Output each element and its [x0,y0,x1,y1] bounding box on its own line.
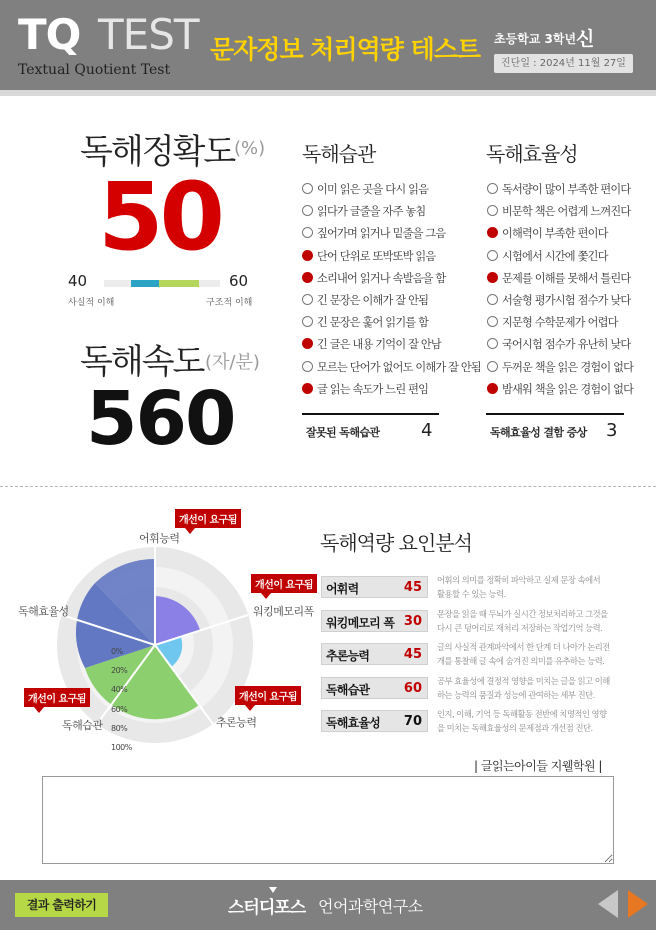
efficiency-item-label: 국어시험 점수가 유난히 낮다 [502,338,631,352]
factor-description [437,707,617,735]
radio-unchecked-icon[interactable] [487,294,498,305]
efficiency-item[interactable] [487,314,618,330]
habit-item[interactable] [302,359,481,375]
radar-label-habit: 독해습관 [62,719,103,732]
radar-label-vocab: 어휘능력 [139,532,180,545]
habit-item-label: 짚어가며 읽거나 밑줄을 그음 [317,227,446,241]
factor-score: 70 [403,714,422,729]
habit-item-label: 긴 글은 내용 기억이 잘 안남 [317,338,441,352]
accuracy-title: 독해정확도 [80,132,235,172]
factor-name: 독해습관 [326,682,370,697]
factor-row [321,710,428,732]
radio-checked-icon[interactable] [487,383,498,394]
radio-checked-icon[interactable] [302,383,313,394]
factor-description [437,573,617,601]
radar-tick-0: 0% [111,647,123,656]
factor-name: 추론능력 [326,649,370,663]
next-page-arrow-icon[interactable] [628,890,648,918]
radio-checked-icon[interactable] [487,272,498,283]
habit-item[interactable] [302,336,441,352]
factor-row [321,643,428,665]
student-grade: 초등학교 3학년 [494,32,577,46]
efficiency-item[interactable] [487,359,633,375]
flag-infer: 개선이 요구됨 [235,686,301,705]
factor-description [437,607,617,635]
logo-tq: TQ [18,10,81,59]
radio-unchecked-icon[interactable] [487,361,498,372]
factor-description-line: 인지, 이해, 기억 등 독해활동 전반에 치명적인 영향 [437,709,607,719]
accuracy-label-structural: 구조적 이해 [206,298,253,308]
efficiency-item-label: 독서량이 많이 부족한 편이다 [502,183,631,196]
accuracy-range-high: 60 [229,272,249,290]
habit-item-label: 읽다가 글줄을 자주 놓침 [317,205,426,219]
radio-unchecked-icon[interactable] [487,205,498,216]
accuracy-range-segment-factual [131,280,159,287]
radar-tick-20: 20% [111,666,128,675]
factor-description-line: 하는 능력의 품질과 성능에 관여하는 세부 진단. [437,689,595,700]
efficiency-item-label: 두꺼운 책을 읽은 경험이 없다 [502,360,634,374]
habit-item-label: 글 읽는 속도가 느린 편임 [317,382,429,396]
factor-name: 워킹메모리 폭 [326,615,395,630]
habit-item[interactable] [302,203,425,219]
factor-row [321,576,428,598]
efficiency-item-label: 서술형 평가시험 점수가 낮다 [502,294,631,307]
logo-subtitle: Textual Quotient Test [18,62,171,78]
factor-description-line: 공부 효율성에 결정적 영향을 미치는 글을 읽고 이해 [437,675,610,686]
efficiency-item[interactable] [487,203,630,219]
habit-item[interactable] [302,314,428,330]
speed-unit: (자/분) [205,352,260,373]
habit-item[interactable] [302,270,445,286]
logo-test: TEST [98,10,199,59]
radio-unchecked-icon[interactable] [487,183,498,194]
habit-item-label: 소리내어 읽거나 속발음을 함 [317,271,446,285]
radar-tick-100: 100% [111,743,132,752]
factor-description-line: 어휘의 의미를 정확히 파악하고 실제 문장 속에서 [437,575,601,585]
radio-unchecked-icon[interactable] [487,338,498,349]
factor-title: 독해역량 요인분석 [320,531,472,555]
efficiency-item[interactable] [487,181,630,197]
radar-tick-60: 60% [111,705,128,714]
flag-vocab: 개선이 요구됨 [175,509,241,528]
efficiency-item[interactable] [487,292,630,308]
radar-label-eff: 독해효율성 [18,605,69,618]
efficiency-item[interactable] [487,248,608,264]
radio-unchecked-icon[interactable] [302,227,313,238]
print-result-button[interactable]: 결과 출력하기 [15,893,108,917]
habit-item[interactable] [302,292,428,308]
accuracy-label-factual: 사실적 이해 [68,298,115,308]
habit-item-label: 긴 문장은 이해가 잘 안됨 [317,294,429,307]
radar-tick-40: 40% [111,685,128,694]
efficiency-summary-count: 3 [606,420,618,441]
efficiency-item[interactable] [487,336,630,352]
prev-page-arrow-icon[interactable] [598,890,618,918]
efficiency-item[interactable] [487,381,633,397]
radar-label-infer: 추론능력 [216,716,257,729]
efficiency-item-label: 문제를 이해를 못해서 틀린다 [502,271,631,285]
factor-name: 독해효율성 [326,716,380,730]
factor-description-line: 을 미치는 독해효율성의 문제점과 개선점 진단. [437,723,593,733]
accuracy-unit: (%) [234,138,266,159]
habit-item[interactable] [302,181,428,197]
habit-item-label: 모르는 단어가 없어도 이해가 잘 안됨 [317,360,481,374]
factor-description-line: 활용할 수 있는 능력. [437,589,506,599]
efficiency-item[interactable] [487,270,630,286]
efficiency-item[interactable] [487,225,608,241]
radio-checked-icon[interactable] [302,250,313,261]
habit-item[interactable] [302,248,435,264]
section-divider [0,486,656,487]
habit-item[interactable] [302,225,445,241]
page-title: 문자정보 처리역량 테스트 [210,35,481,64]
efficiency-item-label: 이해력이 부족한 편이다 [502,227,608,241]
radio-checked-icon[interactable] [302,272,313,283]
factor-name: 어휘력 [326,582,359,596]
efficiency-summary-line [486,413,624,415]
factor-description-line: 개를 통찰해 글 속에 숨겨진 의미를 유추하는 능력. [437,656,605,666]
factor-row [321,610,428,632]
efficiency-item-label: 시험에서 시간에 쫓긴다 [502,249,608,263]
factor-description [437,640,617,668]
radio-unchecked-icon[interactable] [302,294,313,305]
radio-unchecked-icon[interactable] [302,361,313,372]
habits-summary-count: 4 [421,420,433,441]
radio-unchecked-icon[interactable] [302,316,313,327]
radio-unchecked-icon[interactable] [302,205,313,216]
radio-checked-icon[interactable] [487,227,498,238]
factor-score: 45 [403,580,422,595]
radio-unchecked-icon[interactable] [302,183,313,194]
academy-name: | 글읽는아이들 지웰학원 | [474,759,602,773]
flag-habit: 개선이 요구됨 [24,688,90,707]
factor-score: 45 [403,647,422,662]
radio-checked-icon[interactable] [302,338,313,349]
factor-description-line: 다시 큰 덩어리로 재처리 저장하는 작업기억 능력. [437,622,603,633]
factor-score: 30 [403,613,422,629]
speed-title: 독해속도 [80,342,204,382]
factor-description [437,674,617,702]
radar-label-wm: 워킹메모리폭 [253,605,314,618]
factor-row [321,677,428,699]
factor-description-line: 문장을 읽을 때 두뇌가 실시간 정보처리하고 그것을 [437,608,608,619]
habit-item-label: 이미 읽은 곳을 다시 읽음 [317,183,429,196]
habits-summary-label: 잘못된 독해습관 [306,426,380,439]
efficiency-item-label: 지문형 수학문제가 어렵다 [502,316,618,330]
habits-summary-line [302,413,439,415]
efficiency-summary-label: 독해효율성 결함 증상 [490,426,587,439]
habit-item-label: 단어 단위로 또박또박 읽음 [317,249,436,263]
brand-logo: 스터디포스 [228,898,306,918]
habit-item-label: 긴 문장은 훑어 읽기를 함 [317,316,429,330]
header-divider [0,90,656,96]
memo-textarea[interactable] [42,776,614,864]
efficiency-item-label: 비문학 책은 어렵게 느껴진다 [502,205,631,219]
habit-item[interactable] [302,381,428,397]
brand-subtitle: 언어과학연구소 [318,897,423,916]
efficiency-title: 독해효율성 [486,142,578,166]
student-name: 신 [576,28,595,50]
accuracy-range-segment-structural [159,280,199,287]
radio-unchecked-icon[interactable] [487,316,498,327]
factor-score: 60 [403,680,422,696]
factor-description-line: 글의 사실적 관계파악에서 한 단계 더 나아가 논리전 [437,642,610,652]
efficiency-item-label: 밤새워 책을 읽은 경험이 없다 [502,382,634,396]
radio-unchecked-icon[interactable] [487,250,498,261]
radar-tick-80: 80% [111,724,128,733]
habits-title: 독해습관 [302,142,376,166]
speed-value: 560 [86,376,235,462]
test-date-badge: 진단일 : 2024년 11월 27일 [494,54,633,73]
accuracy-value: 50 [98,163,221,272]
flag-wm: 개선이 요구됨 [251,574,317,593]
accuracy-range-low: 40 [68,272,88,290]
